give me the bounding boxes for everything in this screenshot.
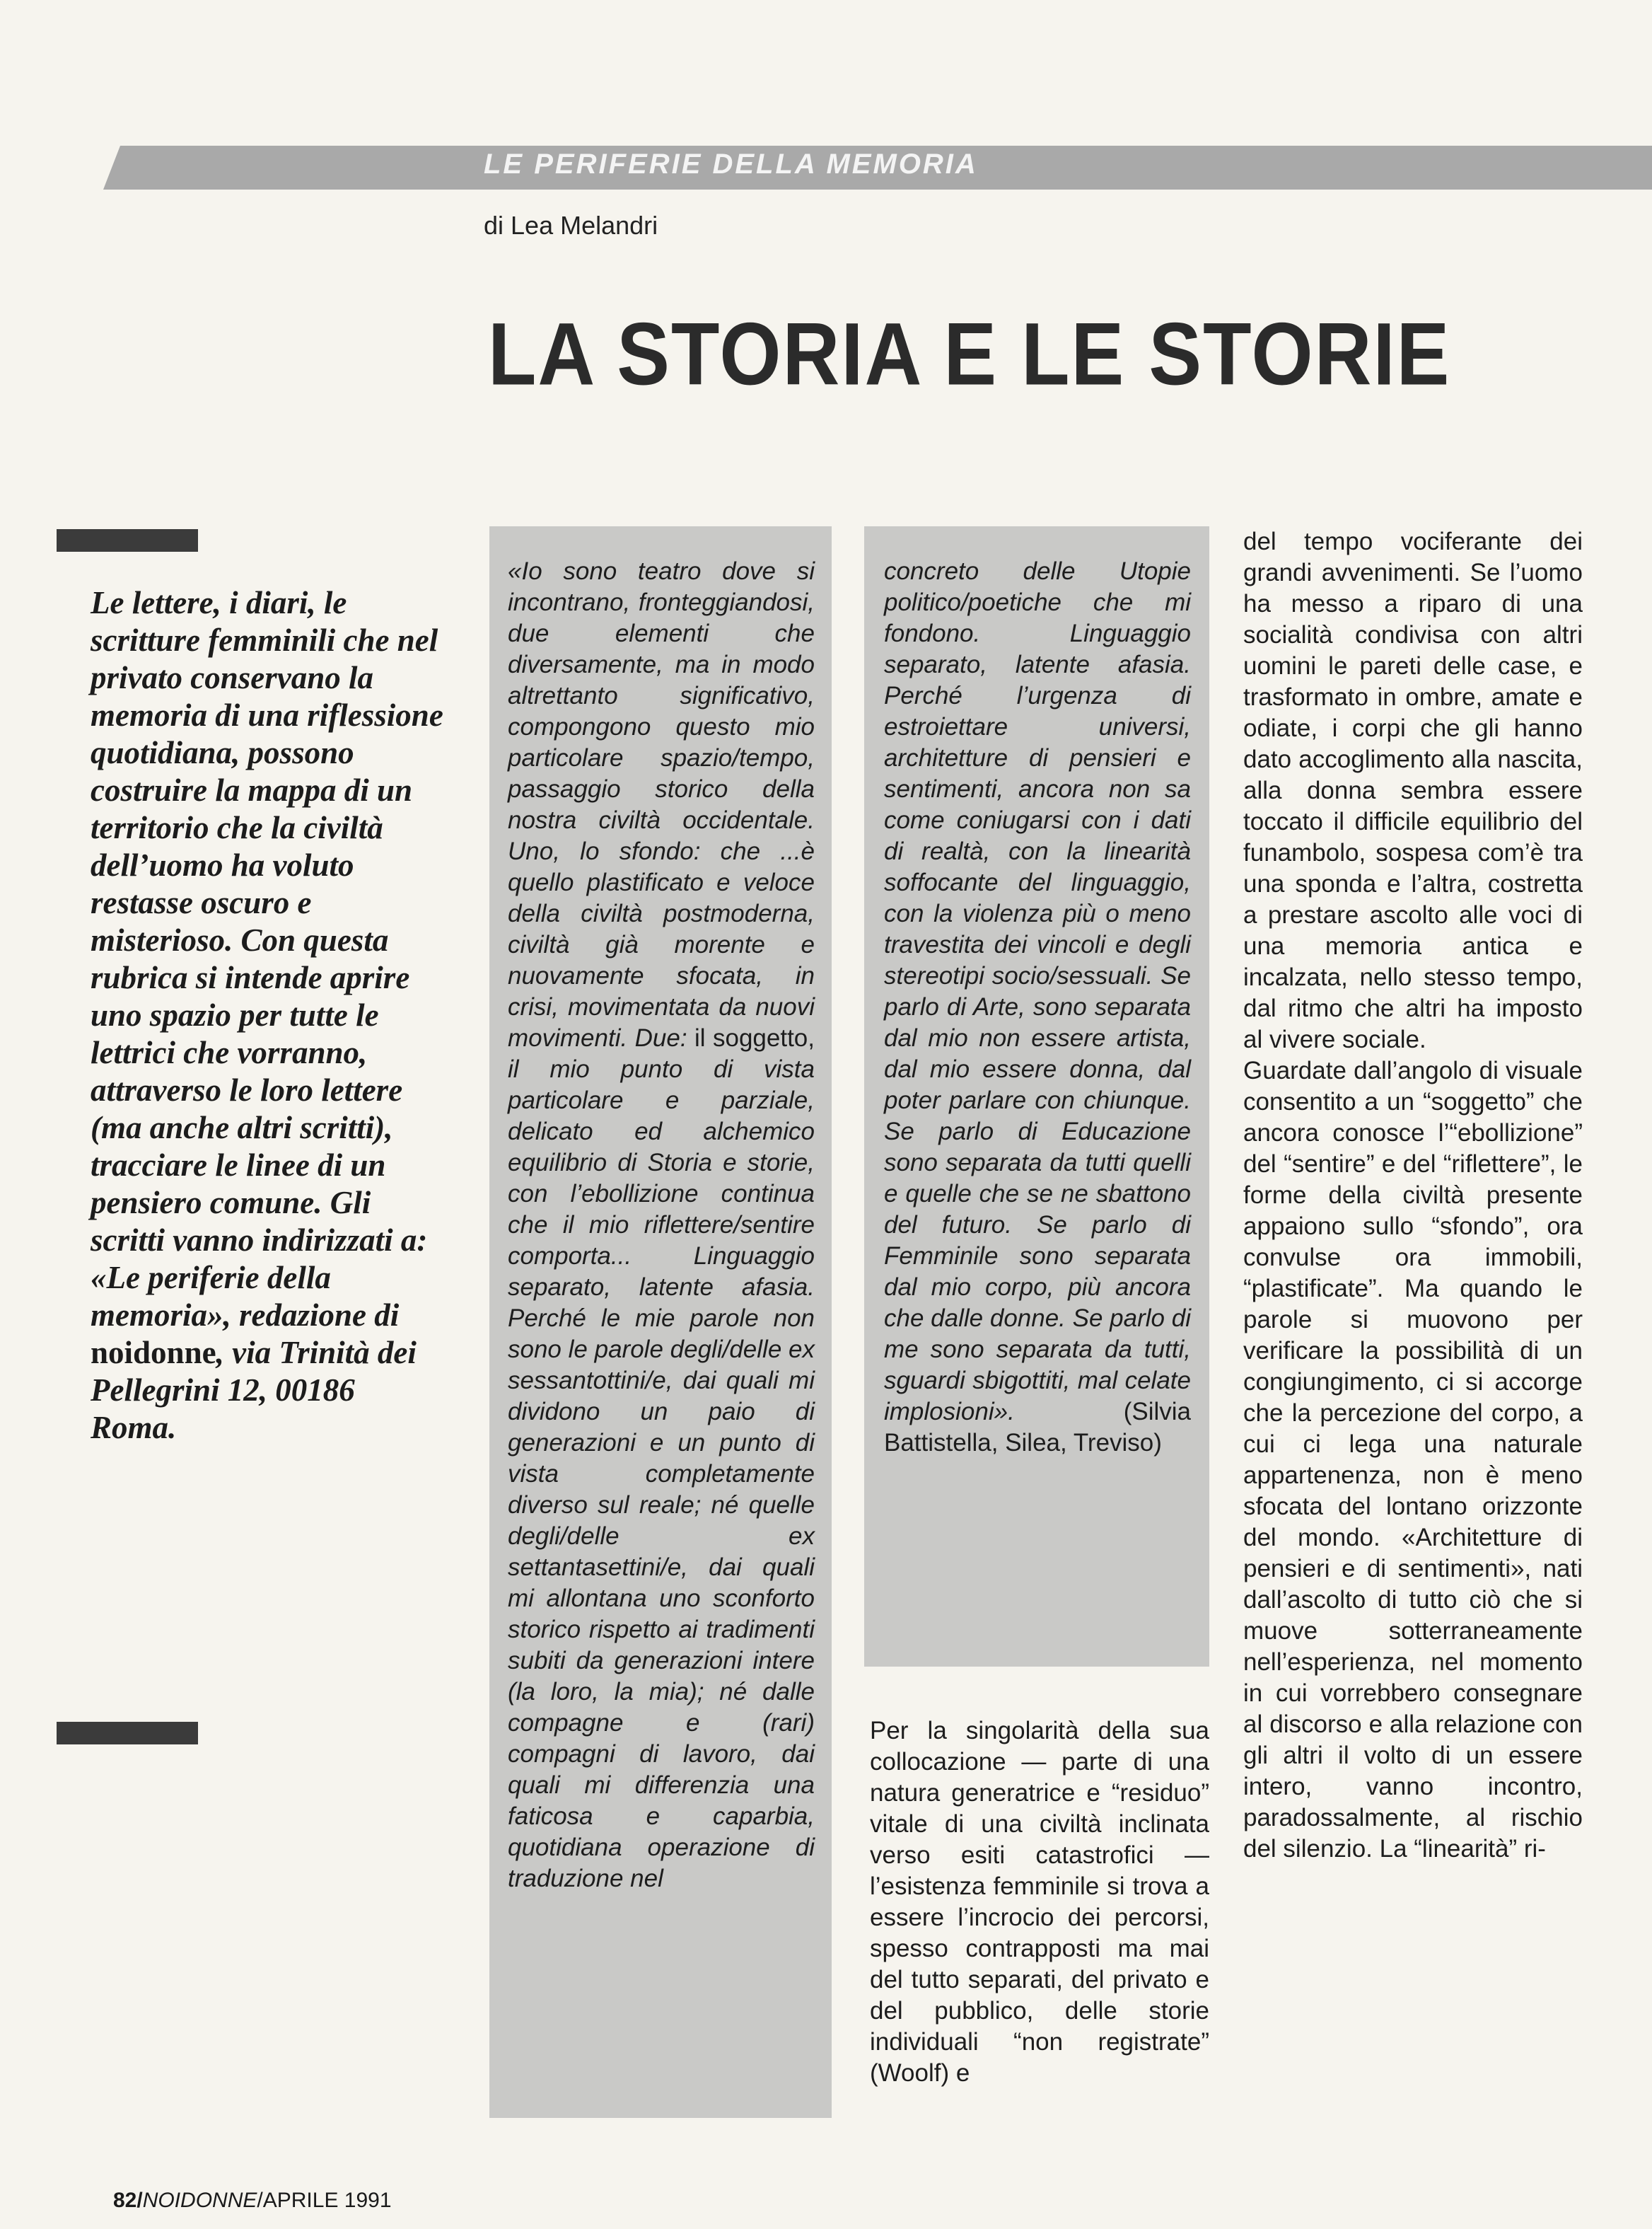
letter-text-1: «Io sono teatro dove si incontrano, fronteggiandosi, due elementi che diversamente, ma in modo altrettanto significativo, compongono questo mio particolare spazio/tempo, passaggio storico della nostra civiltà occidentale. Uno, lo sfondo: (508, 557, 815, 865)
page-folio (113, 2189, 392, 2213)
letter-text-4: il mio punto di vista particolare e parziale, delicato ed alchemico equilibrio di Storia e storie, con l’ebollizione continua che il mio riflettere/sentire comporta... Linguaggio separato, latente afasia. Perché le mie parole non sono le parole degli/delle ex sessantottini/e, dai quali mi dividono un paio di generazioni e un punto di vista completamente diverso sul reale; né quelle degli/delle ex settantasettini/e, dai quali mi allontana uno sconforto storico rispetto ai tradimenti subiti da generazioni intere (la loro, la mia); né dalle compagne e (rari) compagni di lavoro, dai quali mi differenzia una faticosa e caparbia, quotidiana operazione di traduzione nel (508, 1055, 815, 1892)
article-column-4 (1243, 526, 1583, 1865)
byline: di Lea Melandri (484, 211, 658, 240)
intro-box (91, 584, 444, 1447)
intro-text: Le lettere, i diari, le scritture femminili che nel privato conservano la memoria di una riflessione quotidiana, possono costruire la mappa di un territorio che la civiltà dell’uomo ha voluto restasse oscuro e misterioso. Con questa rubrica si intende aprire uno spazio per tutte le lettrici che vorranno, attraverso le loro lettere (ma anche altri scritti), tracciare le linee di un pensiero comune. Gli scritti vanno indirizzati a: «Le periferie della memoria», redazione di (91, 585, 443, 1333)
intro-rule-top (57, 529, 198, 552)
folio-page: 82/ (113, 2189, 143, 2212)
article-paragraph-2: Guardate dall’angolo di visuale consentito a un “soggetto” che ancora conosce l’“ebollizione” del “sentire” e del “riflettere”, le forme della civiltà presente appaiono sullo “sfondo”, ora convulse ora immobili, “plastificate”. Ma quando le parole si muovono per verificare la possibilità di un congiungimento, ci si accorge che la percezione del corpo, a cui ci lega una naturale appartenenza, non è meno sfocata del lontano orizzonte del mondo. «Architetture di pensieri e di sentimenti», nati dall’ascolto di tutto ciò che si muove sotterraneamente nell’esperienza, nel momento in cui vorrebbero consegnare al discorso e alla relazione con gli altri il volto di un essere intero, vanno incontro, paradossalmente, al rischio del silenzio. La “linearità” ri- (1243, 1057, 1583, 1863)
intro-address: , via Trinità dei Pellegrini 12, 00186 Roma. (91, 1335, 417, 1445)
intro-magazine: noidonne (91, 1335, 216, 1370)
letter-signature: (Silvia Battistella, Silea, Treviso) (884, 1398, 1191, 1457)
letter-column-2 (884, 556, 1191, 1459)
letter-text-2: che ...è quello plastificato e veloce della civiltà postmoderna, civiltà già morente e nuovamente sfocata, in crisi, movimentata da nuovi movimenti. Due: (508, 838, 815, 1052)
rubric-title: LE PERIFERIE DELLA MEMORIA (484, 149, 978, 180)
letter-text-5: concreto delle Utopie politico/poetiche che mi fondono. Linguaggio separato, latente afasia. Perché l’urgenza di estroiettare universi, architetture di pensieri e sentimenti, ancora non sa come coniugarsi con i dati di realtà, con la linearità soffocante del linguaggio, con la violenza più o meno travestita dei vincoli e degli stereotipi socio/sessuali. Se parlo di Arte, sono separata dal mio non essere artista, dal mio essere donna, dal poter parlare con chiunque. Se parlo di Educazione sono separata da tutti quelli e quelle che se ne sbattono del futuro. Se parlo di Femminile sono separata dal mio corpo, più ancora che dalle donne. Se parlo di me sono separata da tutti, sguardi sbigottiti, mal celate implosioni». (884, 557, 1191, 1425)
letter-column-1 (508, 556, 815, 1894)
folio-issue: /APRILE 1991 (257, 2189, 392, 2212)
letter-text-3: il soggetto, (687, 1024, 815, 1052)
intro-rule-bottom (57, 1722, 198, 1744)
article-column-3: Per la singolarità della sua collocazione — parte di una natura generatrice e “residuo” vitale di una civiltà inclinata verso esiti catastrofici — l’esistenza femminile si trova a essere l’incrocio dei percorsi, spesso contrapposti ma mai del tutto separati, del privato e del pubblico, delle storie individuali “non registrate” (Woolf) e (870, 1717, 1209, 2087)
article-paragraph-1: del tempo vociferante dei grandi avvenimenti. Se l’uomo ha messo a riparo di una socialità condivisa con altri uomini le pareti delle case, e trasformato in ombre, amate e odiate, i corpi che gli hanno dato accoglimento alla nascita, alla donna sembra essere toccato il difficile equilibrio del funambolo, sospesa com’è tra una sponda e l’altra, costretta a prestare ascolto alle voci di una memoria antica e incalzata, nello stesso tempo, dal ritmo che altri ha imposto al vivere sociale. (1243, 528, 1583, 1053)
folio-magazine: NOIDONNE (142, 2189, 257, 2212)
headline: LA STORIA E LE STORIE (488, 304, 1451, 404)
